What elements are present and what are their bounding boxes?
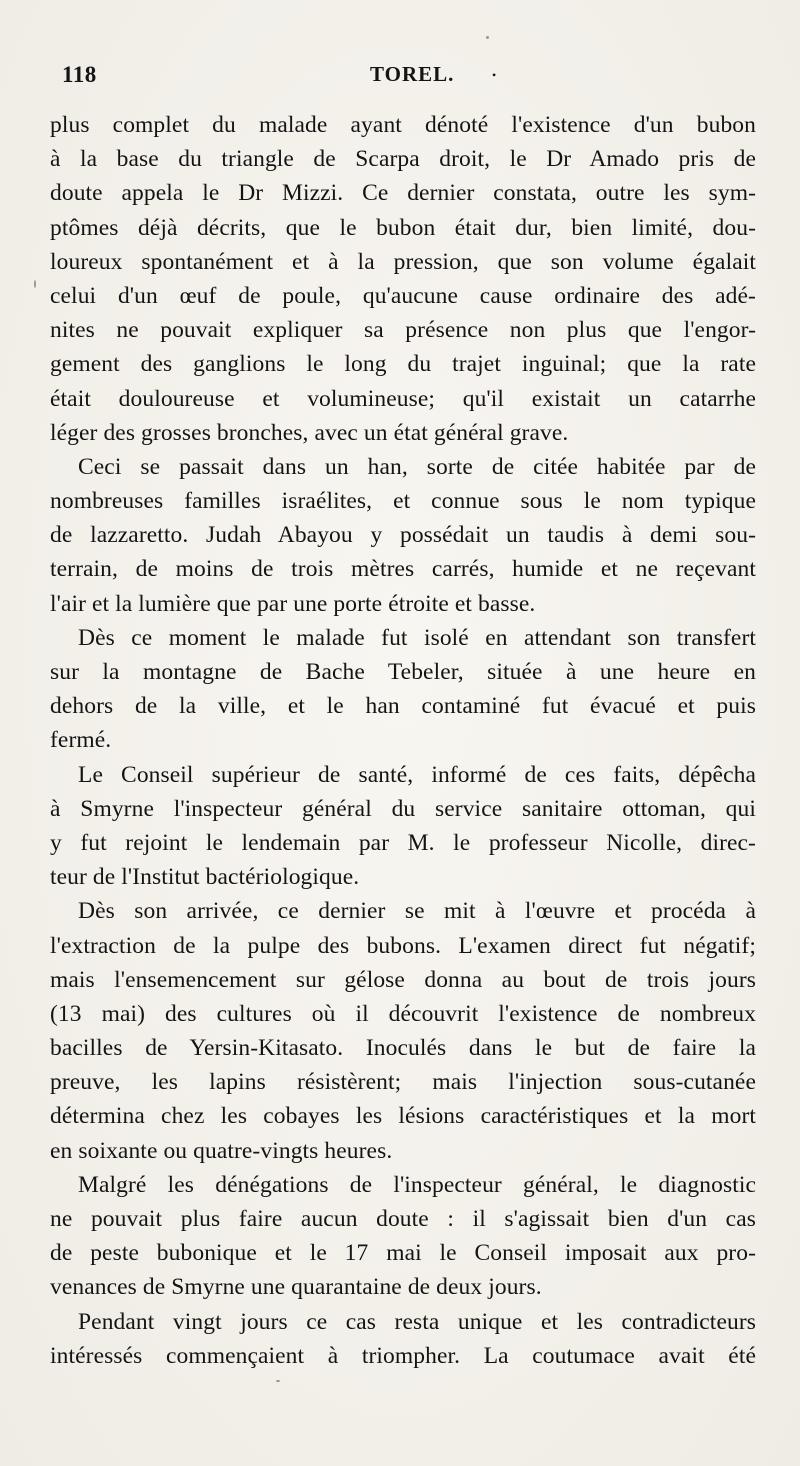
text-line: mais l'ensemencement sur gélose donna au bout de trois jours [50, 966, 756, 993]
text-line: gement des ganglions le long du trajet inguinal; que la rate [50, 351, 756, 378]
text-line: celui d'un œuf de poule, qu'aucune cause ordinaire des adé- [50, 282, 756, 309]
text-line: intéressés commençaient à triompher. La coutumace avait été [50, 1342, 756, 1369]
text-line: nites ne pouvait expliquer sa présence non plus que l'engor- [50, 317, 756, 344]
text-line: venances de Smyrne une quarantaine de deux jours. [50, 1274, 542, 1301]
header-mark: • [492, 68, 497, 82]
text-line: ptômes déjà décrits, que le bubon était dur, bien limité, dou- [50, 214, 756, 241]
body-text [50, 108, 756, 1373]
text-line: l'air et la lumière que par une porte étroite et basse. [50, 590, 536, 617]
text-line: preuve, les lapins résistèrent; mais l'injection sous-cutanée [50, 1069, 756, 1096]
page-number: 118 [62, 62, 97, 87]
text-line: était douloureuse et volumineuse; qu'il existait un catarrhe [50, 385, 756, 412]
scan-speck [276, 1380, 280, 1382]
text-line: de peste bubonique et le 17 mai le Conseil imposait aux pro- [50, 1240, 756, 1267]
text-line: Ceci se passait dans un han, sorte de citée habitée par de [78, 453, 756, 480]
running-title: TOREL. [370, 62, 455, 86]
text-line: teur de l'Institut bactériologique. [50, 864, 360, 891]
text-line: Malgré les dénégations de l'inspecteur général, le diagnostic [78, 1171, 756, 1198]
text-line: dehors de la ville, et le han contaminé fut évacué et puis [50, 693, 756, 720]
text-line: ne pouvait plus faire aucun doute : il s'agissait bien d'un cas [50, 1206, 756, 1232]
scan-speck [486, 36, 489, 39]
text-line: fermé. [50, 727, 112, 754]
text-line: l'extraction de la pulpe des bubons. L'examen direct fut négatif; [50, 932, 756, 959]
text-line: loureux spontanément et à la pression, que son volume égalait [50, 248, 756, 275]
text-line: terrain, de moins de trois mètres carrés, humide et ne reçevant [50, 556, 756, 583]
text-line: bacilles de Yersin-Kitasato. Inoculés dans le but de faire la [50, 1035, 756, 1062]
text-line: (13 mai) des cultures où il découvrit l'existence de nombreux [50, 1000, 756, 1027]
text-line: Le Conseil supérieur de santé, informé de ces faits, dépêcha [78, 761, 756, 788]
text-line: y fut rejoint le lendemain par M. le professeur Nicolle, direc- [50, 829, 756, 856]
text-line: Dès son arrivée, ce dernier se mit à l'œuvre et procéda à [78, 898, 756, 925]
text-line: à Smyrne l'inspecteur général du service sanitaire ottoman, qui [50, 795, 756, 822]
text-line: plus complet du malade ayant dénoté l'existence d'un bubon [50, 112, 756, 138]
text-line: détermina chez les cobayes les lésions caractéristiques et la mort [50, 1103, 756, 1130]
text-line: en soixante ou quatre-vingts heures. [50, 1137, 393, 1164]
text-line: léger des grosses bronches, avec un état général grave. [50, 419, 569, 446]
text-line: de lazzaretto. Judah Abayou y possédait un taudis à demi sou- [50, 522, 756, 549]
text-line: Dès ce moment le malade fut isolé en attendant son transfert [78, 624, 756, 651]
text-line: sur la montagne de Bache Tebeler, située à une heure en [50, 659, 756, 685]
text-line: Pendant vingt jours ce cas resta unique et les contradicteurs [78, 1308, 756, 1335]
text-line: doute appela le Dr Mizzi. Ce dernier constata, outre les sym- [50, 180, 756, 207]
text-line: nombreuses familles israélites, et connue sous le nom typique [50, 488, 756, 515]
scan-speck [34, 280, 36, 288]
page-header [62, 62, 752, 98]
text-line: à la base du triangle de Scarpa droit, le Dr Amado pris de [50, 146, 756, 173]
